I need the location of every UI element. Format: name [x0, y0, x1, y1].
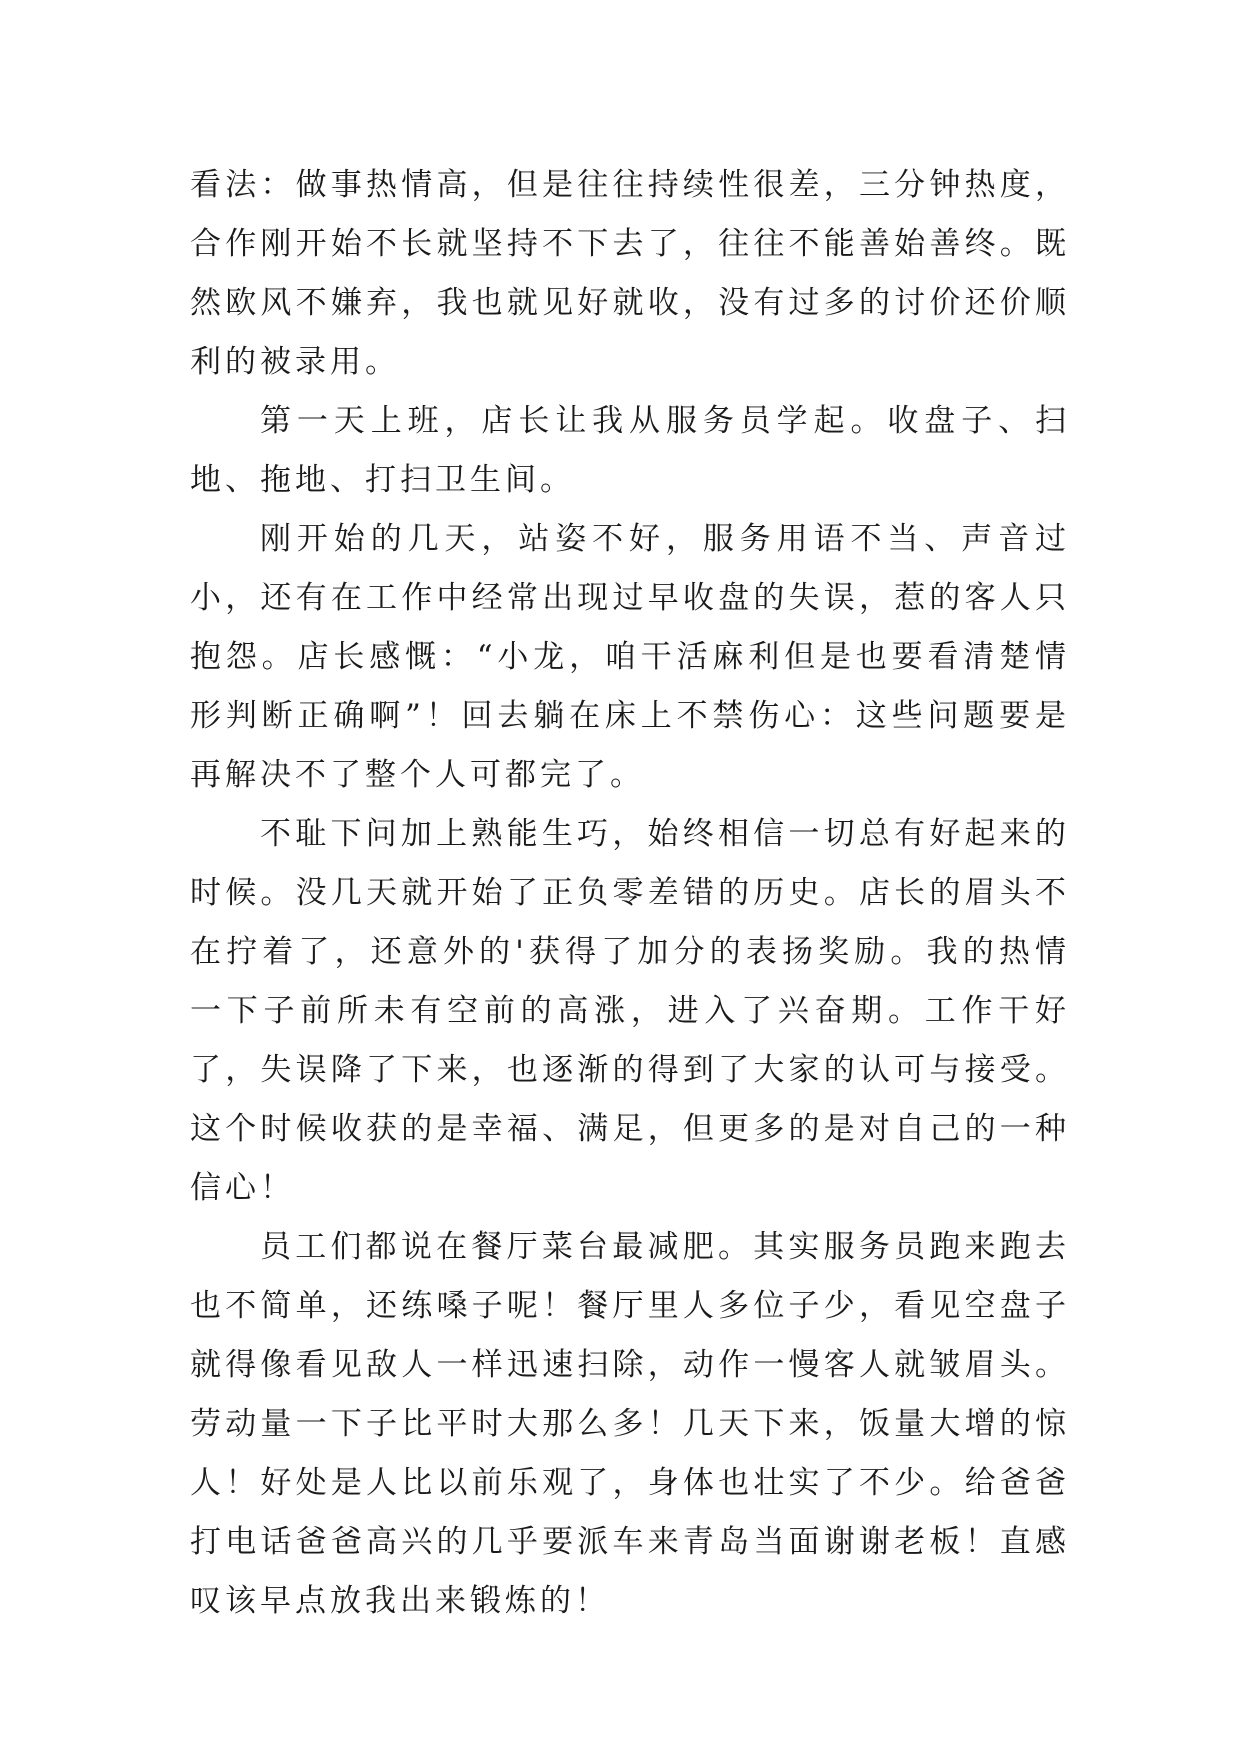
document-body [190, 156, 1070, 1631]
paragraph-4: 不耻下问加上熟能生巧，始终相信一切总有好起来的时候。没几天就开始了正负零差错的历史。店长的眉头不在拧着了，还意外的'获得了加分的表扬奖励。我的热情一下子前所未有空前的高涨，进入了兴奋期。工作干好了，失误降了下来，也逐渐的得到了大家的认可与接受。这个时候收获的是幸福、满足，但更多的是对自己的一种信心！ [190, 816, 1070, 1206]
paragraph-5: 员工们都说在餐厅菜台最减肥。其实服务员跑来跑去也不简单，还练嗓子呢！餐厅里人多位子少，看见空盘子就得像看见敌人一样迅速扫除，动作一慢客人就皱眉头。劳动量一下子比平时大那么多！几天下来，饭量大增的惊人！好处是人比以前乐观了，身体也壮实了不少。给爸爸打电话爸爸高兴的几乎要派车来青岛当面谢谢老板！直感叹该早点放我出来锻炼的！ [190, 1229, 1070, 1619]
paragraph-2: 第一天上班，店长让我从服务员学起。收盘子、扫地、拖地、打扫卫生间。 [190, 403, 1070, 498]
paragraph-1: 看法：做事热情高，但是往往持续性很差，三分钟热度，合作刚开始不长就坚持不下去了，往往不能善始善终。既然欧风不嫌弃，我也就见好就收，没有过多的讨价还价顺利的被录用。 [190, 167, 1070, 380]
paragraph-3: 刚开始的几天，站姿不好，服务用语不当、声音过小，还有在工作中经常出现过早收盘的失误，惹的客人只抱怨。店长感慨：“小龙，咱干活麻利但是也要看清楚情形判断正确啊”！回去躺在床上不禁伤心：这些问题要是再解决不了整个人可都完了。 [190, 521, 1070, 793]
